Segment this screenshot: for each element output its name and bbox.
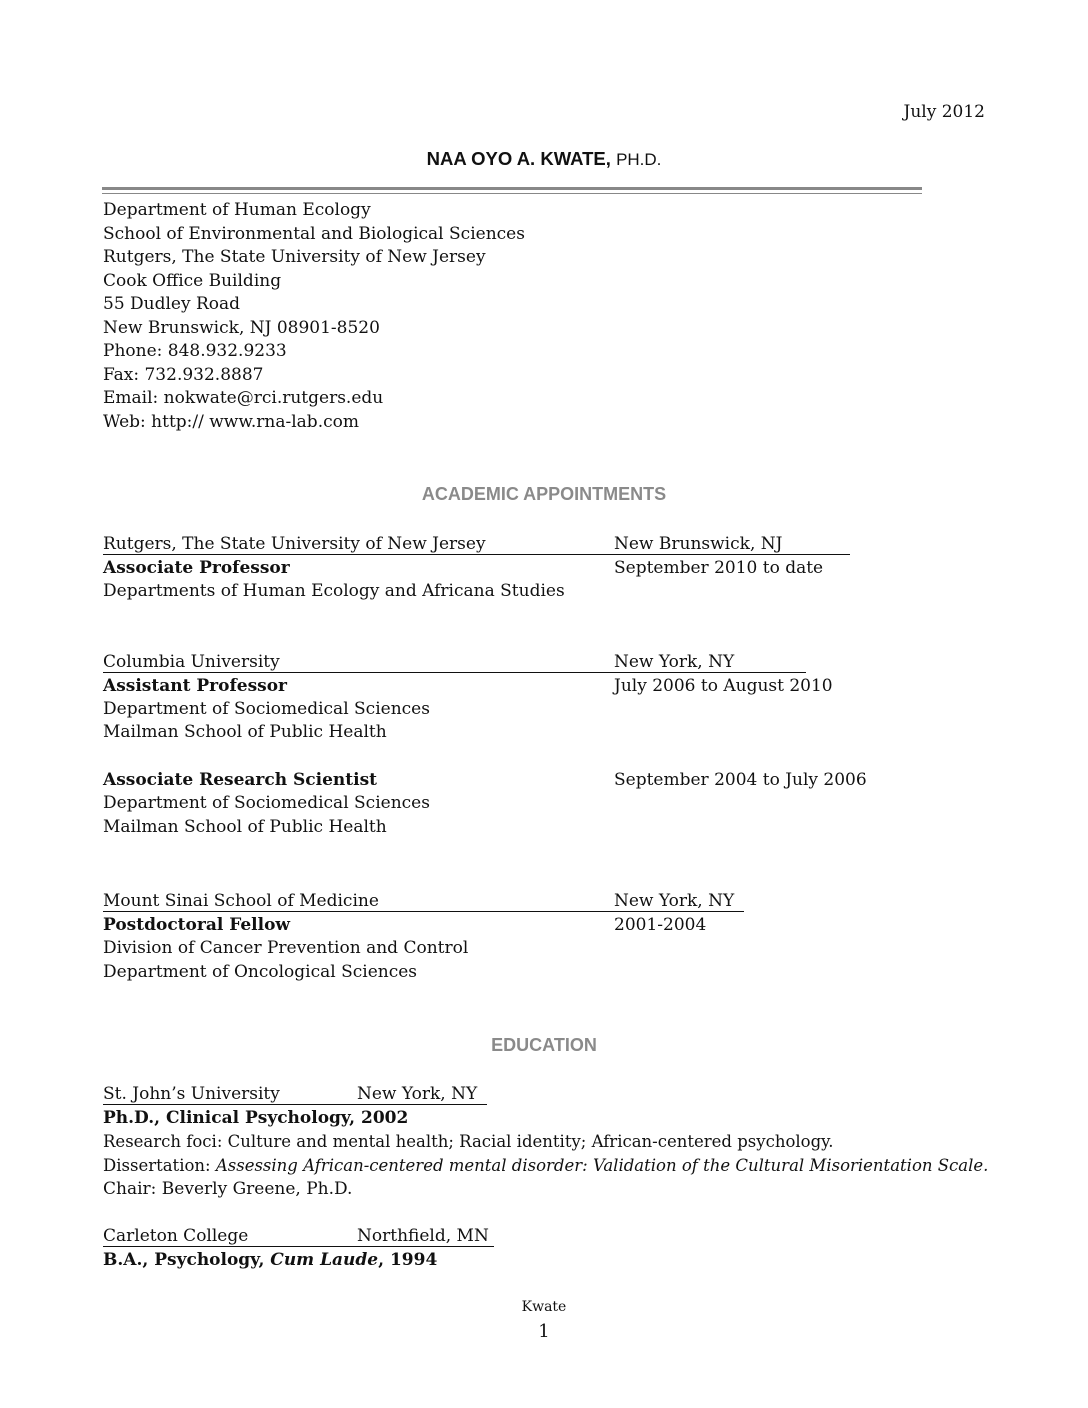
dissertation-title: Assessing African-centered mental disorder: Validation of the Cultural Misorientation Scale.	[215, 1156, 989, 1175]
dept-sinai-2: Department of Oncological Sciences	[103, 962, 418, 982]
address-line: School of Environmental and Biological Sciences	[103, 223, 525, 244]
cv-name-heading	[0, 148, 1088, 170]
cv-degree: PH.D.	[616, 150, 662, 169]
degree-ba-prefix: B.A., Psychology,	[103, 1250, 271, 1270]
degree-ba-suffix: , 1994	[378, 1250, 438, 1270]
dept-columbia-1a: Department of Sociomedical Sciences	[103, 699, 430, 719]
page-footer	[0, 1299, 1088, 1342]
document-date: July 2012	[903, 102, 985, 122]
header-rule-thin	[102, 193, 922, 194]
title-postdoctoral-fellow: Postdoctoral Fellow	[103, 915, 291, 935]
research-foci: Research foci: Culture and mental health; Racial identity; African-centered psychology.	[103, 1132, 834, 1151]
dissertation-line	[103, 1154, 988, 1178]
institution-sinai: Mount Sinai School of Medicine	[103, 891, 614, 912]
dept-rutgers: Departments of Human Ecology and Africana Studies	[103, 581, 565, 601]
institution-carleton: Carleton College	[103, 1226, 357, 1247]
location-stjohns: New York, NY	[357, 1084, 487, 1105]
degree-ba	[103, 1249, 437, 1273]
web-line: Web: http:// www.rna-lab.com	[103, 411, 359, 432]
location-carleton: Northfield, MN	[357, 1226, 494, 1247]
title-assistant-professor: Assistant Professor	[103, 676, 288, 696]
footer-label: Kwate	[521, 1299, 567, 1315]
address-line: 55 Dudley Road	[103, 294, 241, 314]
degree-ba-honors: Cum Laude	[270, 1250, 379, 1270]
page-number: 1	[538, 1321, 550, 1342]
dates-rutgers: September 2010 to date	[614, 558, 824, 578]
institution-stjohns: St. John’s University	[103, 1084, 357, 1105]
title-associate-professor: Associate Professor	[103, 558, 290, 578]
institution-rutgers: Rutgers, The State University of New Jersey	[103, 534, 614, 555]
header-rule-thick	[102, 187, 922, 190]
location-rutgers: New Brunswick, NJ	[614, 534, 850, 555]
address-line: New Brunswick, NJ 08901-8520	[103, 317, 380, 338]
degree-phd: Ph.D., Clinical Psychology, 2002	[103, 1108, 409, 1128]
title-associate-research-scientist: Associate Research Scientist	[103, 770, 378, 790]
dissertation-chair: Chair: Beverly Greene, Ph.D.	[103, 1179, 353, 1199]
address-line: Cook Office Building	[103, 270, 282, 291]
address-line: Department of Human Ecology	[103, 200, 371, 220]
location-sinai: New York, NY	[614, 891, 744, 912]
location-columbia: New York, NY	[614, 652, 806, 673]
address-line: Rutgers, The State University of New Jersey	[103, 247, 486, 267]
section-heading-appointments: ACADEMIC APPOINTMENTS	[421, 484, 667, 504]
dept-columbia-2b: Mailman School of Public Health	[103, 817, 387, 837]
cv-name: NAA OYO A. KWATE,	[426, 148, 611, 169]
dept-columbia-2a: Department of Sociomedical Sciences	[103, 793, 430, 813]
contact-address-block	[103, 199, 525, 434]
dates-associate-research-scientist: September 2004 to July 2006	[614, 770, 867, 790]
phone-line: Phone: 848.932.9233	[103, 341, 287, 361]
fax-line: Fax: 732.932.8887	[103, 364, 264, 385]
dates-assistant-professor: July 2006 to August 2010	[614, 676, 833, 696]
dissertation-label: Dissertation:	[103, 1156, 216, 1175]
dates-sinai: 2001-2004	[614, 915, 707, 935]
dept-columbia-1b: Mailman School of Public Health	[103, 722, 387, 742]
section-heading-education: EDUCATION	[491, 1035, 597, 1055]
email-line: Email: nokwate@rci.rutgers.edu	[103, 388, 384, 408]
institution-columbia: Columbia University	[103, 652, 614, 673]
dept-sinai-1: Division of Cancer Prevention and Control	[103, 938, 469, 958]
